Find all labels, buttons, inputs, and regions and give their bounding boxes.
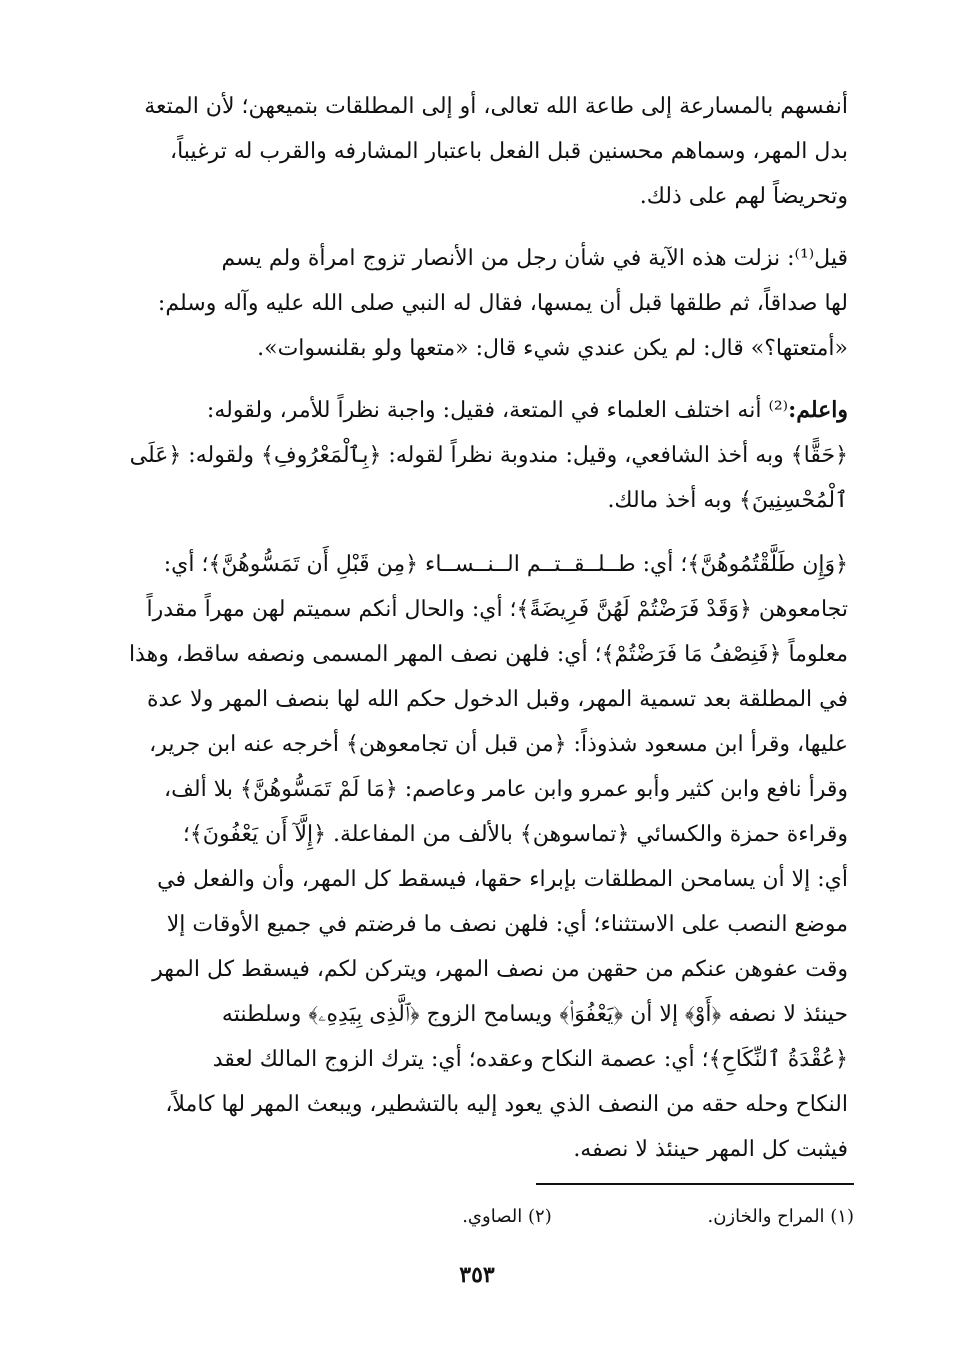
paragraph-line: ﴿عُقْدَةُ ٱلنِّكَاحِ﴾؛ أي: عصمة النكاح وعقده؛ أي: يترك الزوج المالك لعقد [212,1047,848,1072]
paragraph-line: وتحريضاً لهم على ذلك. [639,184,848,209]
paragraph-line-text: ⁽²⁾ أنه اختلف العلماء في المتعة، فقيل: واجبة نظراً للأمر، ولقوله: [206,398,789,423]
page-number: ٣٥٣ [459,1262,495,1288]
paragraph-line: وقرأ نافع وابن كثير وأبو عمرو وابن عامر وعاصم: ﴿مَا لَمْ تَمَسُّوهُنَّ﴾ بلا ألف، [164,777,848,802]
paragraph-line: أنفسهم بالمسارعة إلى طاعة الله تعالى، أو إلى المطلقات بتميعهن؛ لأن المتعة [144,94,848,119]
footnote-divider [536,1183,854,1185]
paragraph-line: أي: إلا أن يسامحن المطلقات بإبراء حقها، فيسقط كل المهر، وأن والفعل في [157,867,848,892]
paragraph-line: لها صداقاً، ثم طلقها قبل أن يمسها، فقال له النبي صلى الله عليه وآله وسلم: [157,291,848,316]
paragraph-line: النكاح وحله حقه من النصف الذي يعود إليه بالتشطير، ويبعث المهر لها كاملاً، [165,1092,848,1117]
paragraph-line: «أمتعتها؟» قال: لم يكن عندي شيء قال: «متعها ولو بقلنسوات». [257,336,848,361]
footnotes [106,1200,854,1234]
paragraph-3 [100,388,848,523]
paragraph-line: تجامعوهن ﴿وَقَدْ فَرَضْتُمْ لَهُنَّ فَرِيضَةً﴾؛ أي: والحال أنكم سميتم لهن مهراً مقدراً [146,597,848,622]
paragraph-line: موضع النصب على الاستثناء؛ أي: فلهن نصف ما فرضتم في جميع الأوقات إلا [166,912,848,937]
paragraph-4 [100,542,848,1172]
paragraph-line: في المطلقة بعد تسمية المهر، وقبل الدخول حكم الله لها بنصف المهر ولا عدة [146,687,848,712]
paragraph-line: معلوماً ﴿فَنِصْفُ مَا فَرَضْتُمْ﴾؛ أي: فلهن نصف المهر المسمى ونصفه ساقط، وهذا [128,642,848,667]
footnote-2: (٢) الصاوي. [462,1206,552,1227]
paragraph-1 [100,84,848,219]
paragraph-line [100,388,848,433]
paragraph-line: ﴿حَقًّا﴾ وبه أخذ الشافعي، وقيل: مندوبة نظراً لقوله: ﴿بِٱلْمَعْرُوفِ﴾ ولقوله: ﴿عَلَى [129,443,848,468]
footnote-1: (١) المراح والخازن. [707,1206,854,1227]
paragraph-lead-word: واعلم: [788,397,848,423]
paragraph-line: ﴿وَإِن طَلَّقْتُمُوهُنَّ﴾؛ أي: طــلــقــتــم الــنــســاء ﴿مِن قَبْلِ أَن تَمَسُّوهُنَّ﴾؛ أي: [163,552,848,577]
paragraph-2 [100,236,848,371]
paragraph-line: بدل المهر، وسماهم محسنين قبل الفعل باعتبار المشارفه والقرب له ترغيباً، [169,139,848,164]
paragraph-line: وقراءة حمزة والكسائي ﴿تماسوهن﴾ بالألف من المفاعلة. ﴿إِلَّآ أَن يَعْفُونَ﴾؛ [182,822,848,847]
paragraph-line: عليها، وقرأ ابن مسعود شذوذاً: ﴿من قبل أن تجامعوهن﴾ أخرجه عنه ابن جرير، [149,732,848,757]
paragraph-line: ٱلْمُحْسِنِينَ﴾ وبه أخذ مالك. [607,488,848,513]
paragraph-line: قيل⁽¹⁾: نزلت هذه الآية في شأن رجل من الأنصار تزوج امرأة ولم يسم [221,246,848,271]
paragraph-line: فيثبت كل المهر حينئذ لا نصفه. [573,1137,848,1162]
paragraph-line: وقت عفوهن عنكم من حقهن من نصف المهر، ويتركن لكم، فيسقط كل المهر [152,957,848,982]
paragraph-line: حينئذ لا نصفه ﴿أَوْ﴾ إلا أن ﴿يَعْفُوَا۟﴾ ويسامح الزوج ﴿ٱلَّذِى بِيَدِهِۦ﴾ وسلطنته [221,1002,848,1027]
